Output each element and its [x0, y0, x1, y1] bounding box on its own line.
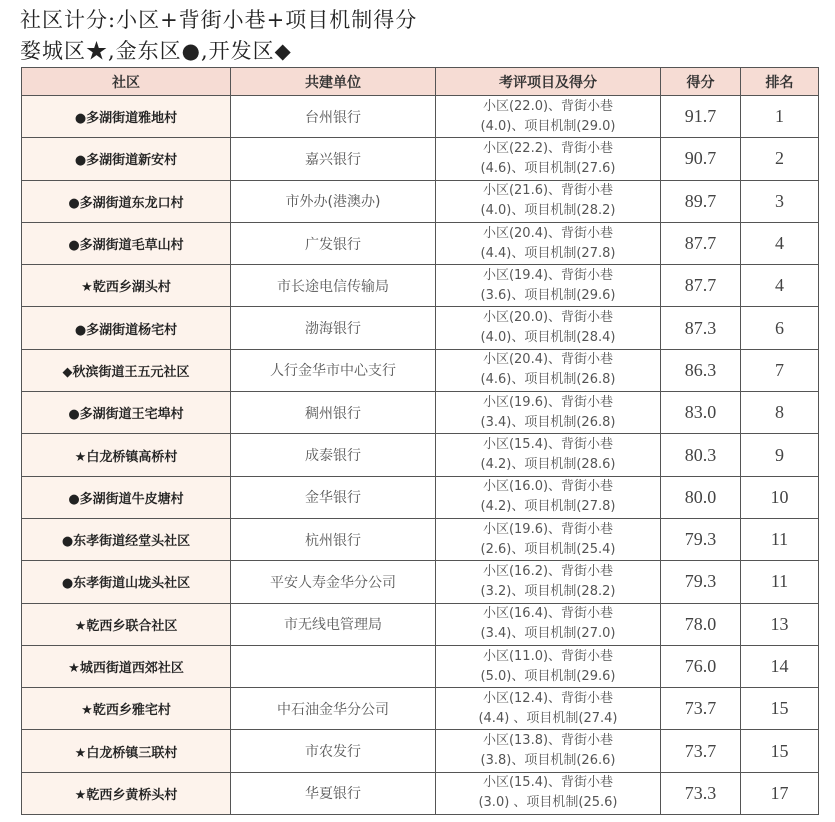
details-cell [436, 222, 661, 264]
partner-cell: 市无线电管理局 [231, 603, 436, 645]
details-line-2: (3.4)、项目机制(27.0) [480, 626, 616, 642]
details-line-1: 小区(22.0)、背街小巷 [482, 98, 614, 114]
score-cell: 89.7 [661, 180, 741, 222]
rank-cell: 14 [741, 645, 819, 687]
community-cell: ◆秋滨街道王五元社区 [22, 349, 231, 391]
details-line-1: 小区(16.0)、背街小巷 [482, 479, 614, 495]
table-row [22, 561, 819, 603]
community-cell: ●多湖街道牛皮塘村 [22, 476, 231, 518]
district-legend: 婺城区★,金东区●,开发区◆ [20, 39, 292, 63]
details-line-1: 小区(16.4)、背街小巷 [482, 606, 614, 622]
partner-cell: 华夏银行 [231, 772, 436, 814]
details-line-2: (4.4) 、项目机制(27.4) [478, 710, 618, 726]
header-community: 社区 [22, 68, 231, 96]
page-title: 社区计分:小区+背街小巷+项目机制得分 [20, 8, 418, 32]
table-row [22, 476, 819, 518]
details-cell [436, 730, 661, 772]
partner-cell: 市外办(港澳办) [231, 180, 436, 222]
rank-cell: 11 [741, 561, 819, 603]
table-row [22, 434, 819, 476]
details-line-1: 小区(20.4)、背街小巷 [482, 225, 614, 241]
details-line-2: (4.2)、项目机制(27.8) [480, 499, 616, 515]
community-cell: ●多湖街道毛草山村 [22, 222, 231, 264]
details-line-2: (3.4)、项目机制(26.8) [480, 414, 616, 430]
details-cell [436, 476, 661, 518]
partner-cell: 台州银行 [231, 96, 436, 138]
table-row [22, 307, 819, 349]
details-line-2: (4.6)、项目机制(26.8) [480, 372, 616, 388]
community-cell: ★乾西乡联合社区 [22, 603, 231, 645]
rank-cell: 11 [741, 518, 819, 560]
rank-cell: 2 [741, 138, 819, 180]
details-line-2: (3.2)、项目机制(28.2) [480, 583, 616, 599]
score-cell: 79.3 [661, 561, 741, 603]
header-details: 考评项目及得分 [436, 68, 661, 96]
partner-cell: 平安人寿金华分公司 [231, 561, 436, 603]
partner-cell: 成泰银行 [231, 434, 436, 476]
partner-cell: 稠州银行 [231, 392, 436, 434]
community-cell: ★乾西乡湖头村 [22, 265, 231, 307]
details-cell [436, 180, 661, 222]
score-cell: 86.3 [661, 349, 741, 391]
details-line-1: 小区(16.2)、背街小巷 [482, 563, 614, 579]
details-line-1: 小区(20.4)、背街小巷 [482, 352, 614, 368]
table-row [22, 349, 819, 391]
score-cell: 73.7 [661, 730, 741, 772]
details-cell [436, 265, 661, 307]
rank-cell: 17 [741, 772, 819, 814]
details-line-2: (4.0)、项目机制(29.0) [480, 118, 616, 134]
community-cell: ●多湖街道东龙口村 [22, 180, 231, 222]
score-cell: 91.7 [661, 96, 741, 138]
partner-cell: 金华银行 [231, 476, 436, 518]
community-cell: ★乾西乡黄桥头村 [22, 772, 231, 814]
partner-cell: 杭州银行 [231, 518, 436, 560]
partner-cell: 市长途电信传输局 [231, 265, 436, 307]
header-rank: 排名 [741, 68, 819, 96]
community-cell: ●多湖街道雅地村 [22, 96, 231, 138]
rank-cell: 3 [741, 180, 819, 222]
table-row [22, 603, 819, 645]
community-cell: ●多湖街道新安村 [22, 138, 231, 180]
details-cell [436, 434, 661, 476]
header-partner: 共建单位 [231, 68, 436, 96]
rank-cell: 4 [741, 265, 819, 307]
partner-cell: 广发银行 [231, 222, 436, 264]
details-line-2: (2.6)、项目机制(25.4) [480, 541, 616, 557]
rank-cell: 15 [741, 730, 819, 772]
community-cell: ●东孝街道山垅头社区 [22, 561, 231, 603]
community-cell: ●多湖街道王宅埠村 [22, 392, 231, 434]
details-line-1: 小区(20.0)、背街小巷 [482, 310, 614, 326]
details-cell [436, 518, 661, 560]
score-cell: 76.0 [661, 645, 741, 687]
details-line-1: 小区(21.6)、背街小巷 [482, 183, 614, 199]
header-score: 得分 [661, 68, 741, 96]
rank-cell: 15 [741, 688, 819, 730]
details-line-1: 小区(22.2)、背街小巷 [482, 140, 614, 156]
details-cell [436, 645, 661, 687]
community-cell: ★城西街道西郊社区 [22, 645, 231, 687]
table-row [22, 138, 819, 180]
table-row [22, 180, 819, 222]
score-cell: 87.3 [661, 307, 741, 349]
table-row [22, 392, 819, 434]
rank-cell: 9 [741, 434, 819, 476]
table-row [22, 518, 819, 560]
rank-cell: 10 [741, 476, 819, 518]
partner-cell: 渤海银行 [231, 307, 436, 349]
rank-cell: 6 [741, 307, 819, 349]
community-cell: ★乾西乡雅宅村 [22, 688, 231, 730]
details-line-2: (4.2)、项目机制(28.6) [480, 457, 616, 473]
community-cell: ●多湖街道杨宅村 [22, 307, 231, 349]
table-header-row [22, 68, 819, 96]
details-line-1: 小区(12.4)、背街小巷 [482, 690, 614, 706]
score-cell: 73.3 [661, 772, 741, 814]
table-row [22, 688, 819, 730]
table-row [22, 96, 819, 138]
details-line-1: 小区(19.6)、背街小巷 [482, 394, 614, 410]
details-cell [436, 561, 661, 603]
community-cell: ●东孝街道经堂头社区 [22, 518, 231, 560]
details-line-1: 小区(15.4)、背街小巷 [482, 437, 614, 453]
details-line-2: (3.6)、项目机制(29.6) [480, 287, 616, 303]
partner-cell: 中石油金华分公司 [231, 688, 436, 730]
table-row [22, 265, 819, 307]
score-cell: 87.7 [661, 265, 741, 307]
details-line-2: (3.8)、项目机制(26.6) [480, 753, 616, 769]
details-line-1: 小区(13.8)、背街小巷 [482, 733, 614, 749]
details-cell [436, 603, 661, 645]
rank-cell: 13 [741, 603, 819, 645]
details-line-1: 小区(11.0)、背街小巷 [482, 648, 614, 664]
rank-cell: 8 [741, 392, 819, 434]
rank-cell: 7 [741, 349, 819, 391]
details-line-2: (4.0)、项目机制(28.2) [480, 203, 616, 219]
score-cell: 73.7 [661, 688, 741, 730]
details-line-2: (5.0)、项目机制(29.6) [480, 668, 616, 684]
score-cell: 80.3 [661, 434, 741, 476]
table-row [22, 772, 819, 814]
details-line-2: (4.4)、项目机制(27.8) [480, 245, 616, 261]
details-line-2: (4.6)、项目机制(27.6) [480, 160, 616, 176]
details-line-2: (3.0) 、项目机制(25.6) [478, 795, 618, 811]
partner-cell: 嘉兴银行 [231, 138, 436, 180]
score-cell: 87.7 [661, 222, 741, 264]
partner-cell [231, 645, 436, 687]
details-cell [436, 96, 661, 138]
details-cell [436, 688, 661, 730]
partner-cell: 人行金华市中心支行 [231, 349, 436, 391]
ranking-table [21, 67, 819, 815]
details-line-1: 小区(19.4)、背街小巷 [482, 267, 614, 283]
table-row [22, 730, 819, 772]
details-line-2: (4.0)、项目机制(28.4) [480, 330, 616, 346]
table-row [22, 222, 819, 264]
score-cell: 79.3 [661, 518, 741, 560]
score-cell: 80.0 [661, 476, 741, 518]
score-cell: 90.7 [661, 138, 741, 180]
table-row [22, 645, 819, 687]
rank-cell: 4 [741, 222, 819, 264]
details-cell [436, 307, 661, 349]
details-line-1: 小区(19.6)、背街小巷 [482, 521, 614, 537]
details-cell [436, 392, 661, 434]
score-cell: 78.0 [661, 603, 741, 645]
rank-cell: 1 [741, 96, 819, 138]
community-cell: ★白龙桥镇三联村 [22, 730, 231, 772]
details-cell [436, 349, 661, 391]
partner-cell: 市农发行 [231, 730, 436, 772]
community-cell: ★白龙桥镇高桥村 [22, 434, 231, 476]
score-cell: 83.0 [661, 392, 741, 434]
details-cell [436, 772, 661, 814]
details-line-1: 小区(15.4)、背街小巷 [482, 775, 614, 791]
details-cell [436, 138, 661, 180]
